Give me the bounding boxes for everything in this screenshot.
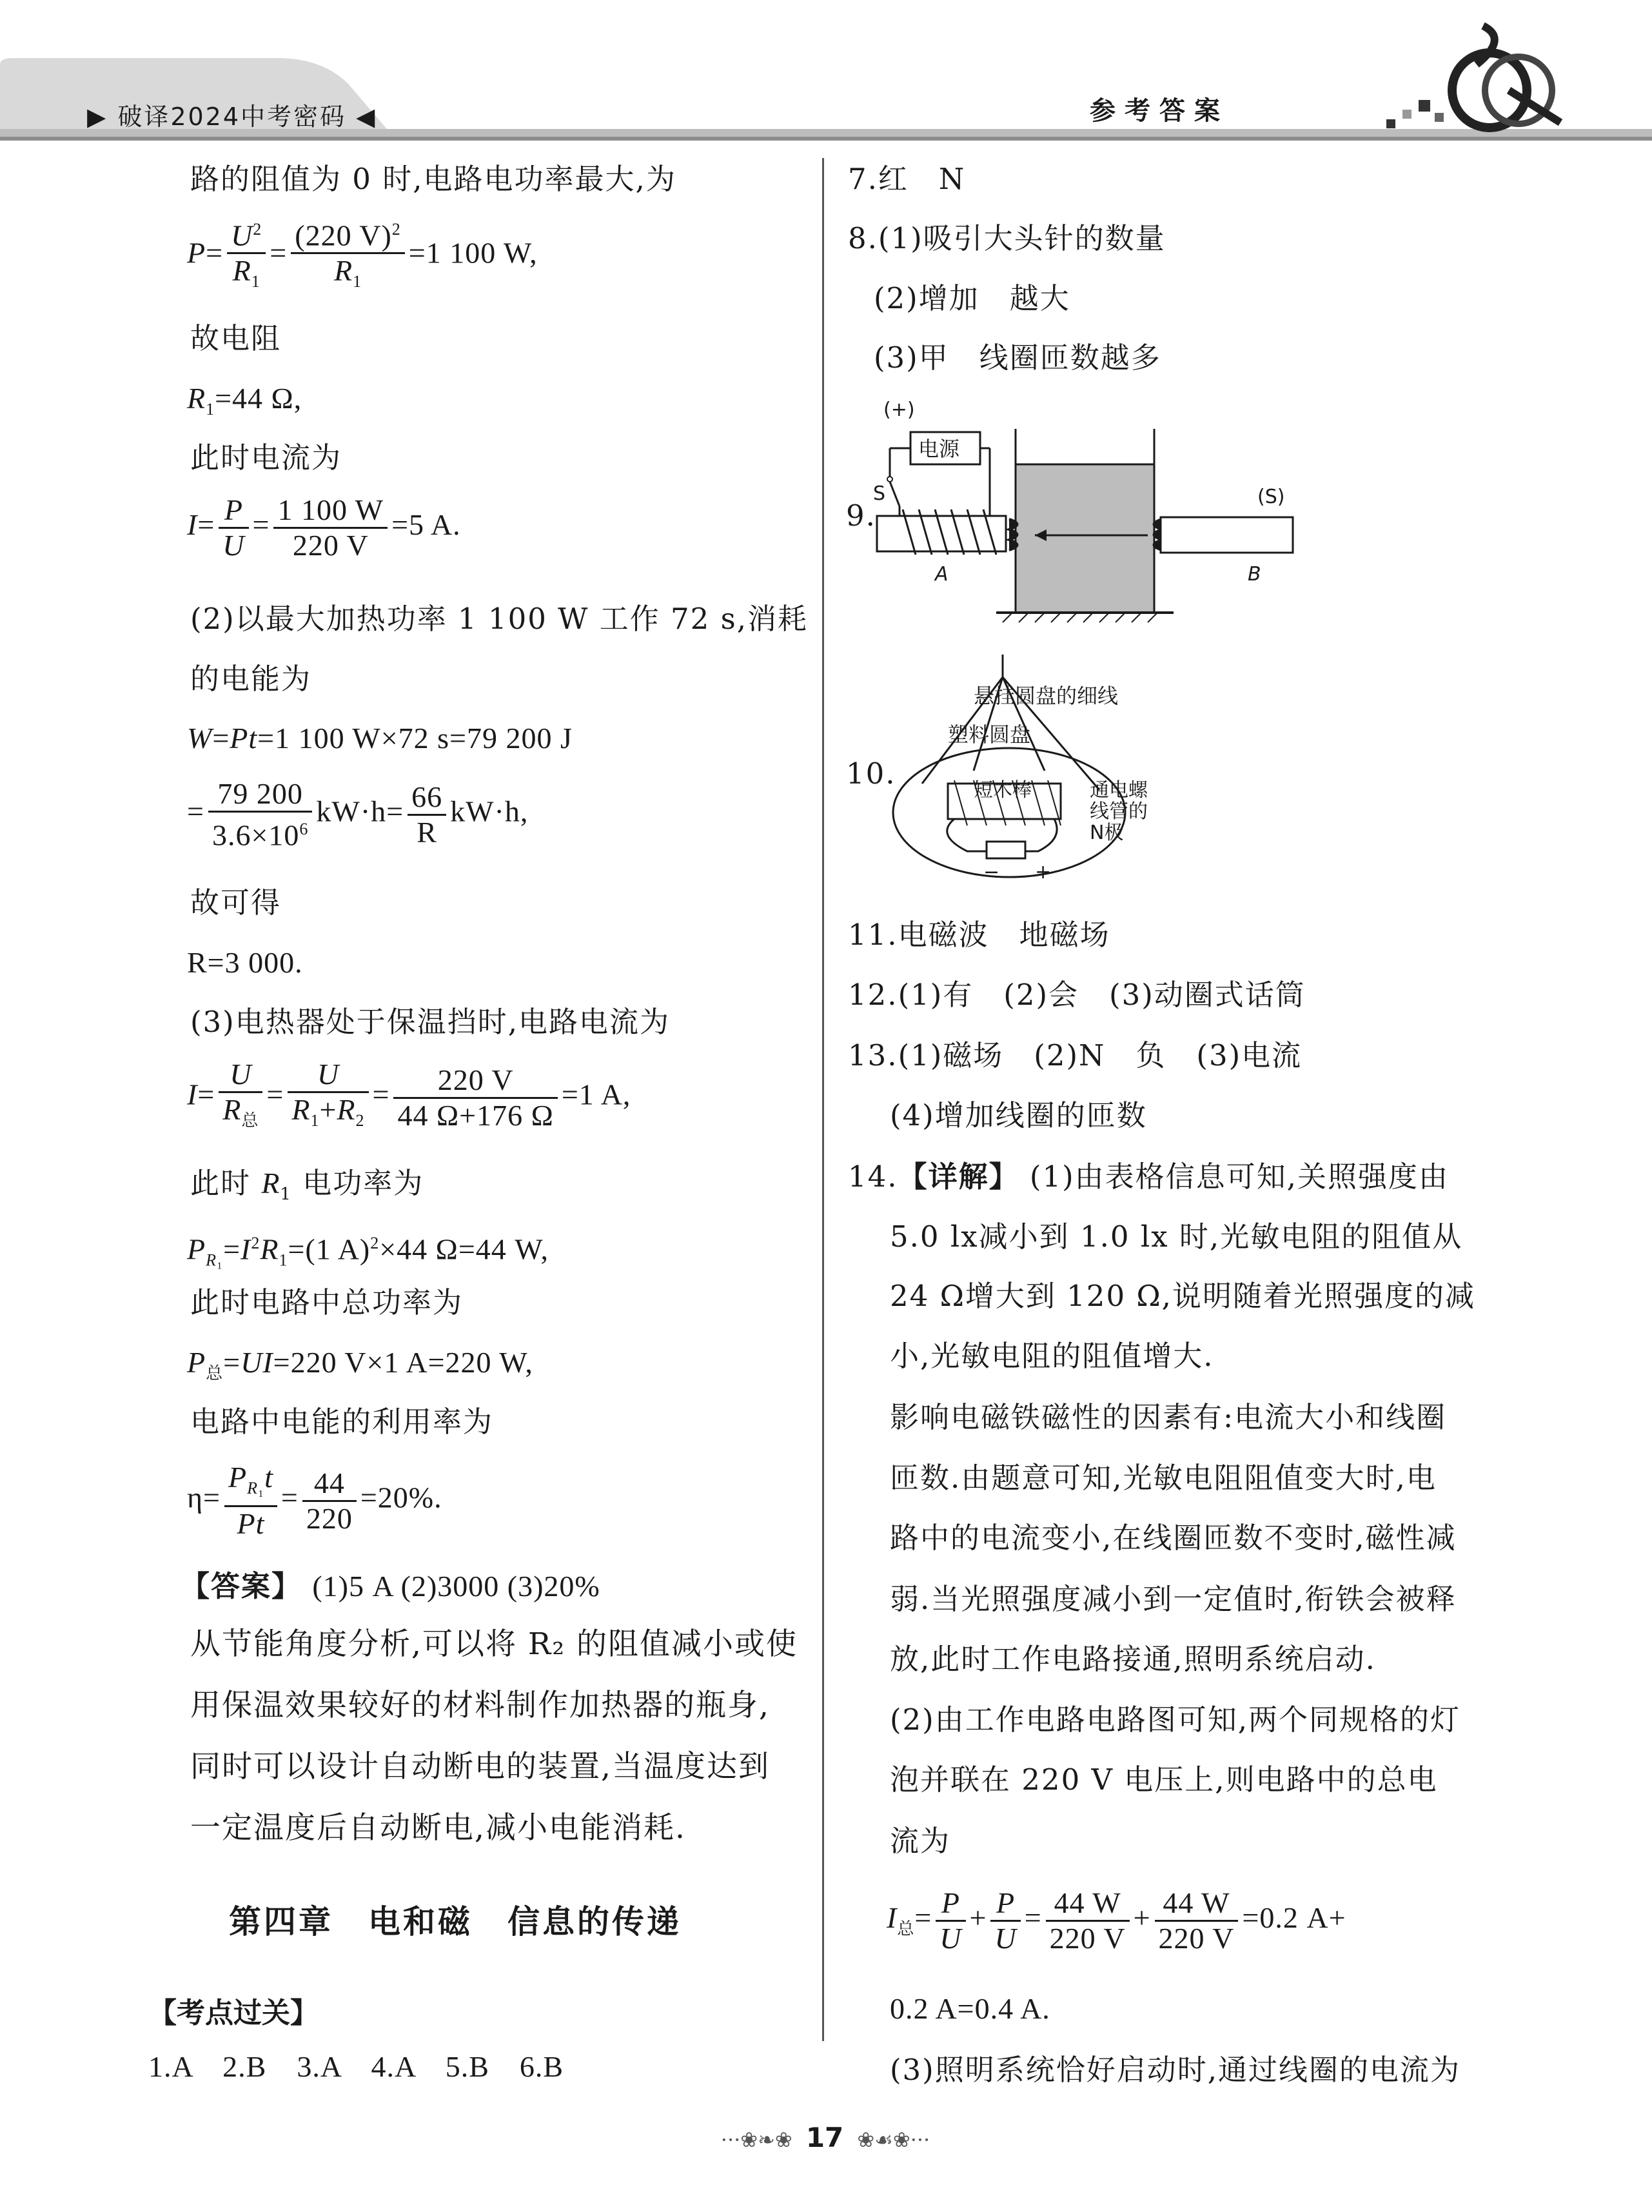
diagram-9 (864, 393, 1309, 626)
answer-14-r9: 放,此时工作电路接通,照明系统启动. (890, 1642, 1376, 1676)
corner-logo-icon (1386, 26, 1560, 128)
left-line-5: 此时电流为 (190, 440, 342, 475)
answer-14-r15: (3)照明系统恰好启动时,通过线圈的电流为 (890, 2053, 1461, 2087)
diagram9-label-s: (S) (1257, 486, 1285, 508)
formula-p-total: $P_总=UI=220$ V×1 A=220 W, (187, 1346, 533, 1383)
answer-14-r6: 匝数.由题意可知,光敏电阻阻值变大时,电 (890, 1461, 1437, 1495)
footer-ornament-left-icon: ···❀❧❀ (720, 2128, 792, 2152)
answer-14-r11: 泡并联在 220 V 电压上,则电路中的总电 (890, 1763, 1438, 1797)
answer-8c: (3)甲 线圈匝数越多 (874, 341, 1161, 375)
left-line-13: (3)电热器处于保温挡时,电路电流为 (190, 1005, 671, 1039)
kaodian-tag: 【考点过关】 (148, 1997, 319, 2029)
formula-total-current: $I_总=$ $\frac{P}{U}$ + $\frac{P}{U}$ = $\frac{44 W}{220 V}$ + $\frac{44 W}{220 V}$ =0.2 A+ (887, 1886, 1346, 1955)
left-line-16: 此时电路中总功率为 (190, 1285, 464, 1319)
header-section-title: 参考答案 (1090, 96, 1229, 126)
left-line-15: 此时 $R_1$ 电功率为 (190, 1166, 424, 1204)
left-para-1: 从节能角度分析,可以将 R₂ 的阻值减小或使 (190, 1626, 798, 1662)
formula-pr1: $P_{R_1}=I^2R_1=(1$ A)$^2$×44 Ω=44 W, (187, 1232, 549, 1270)
mc-answers: 1.A 2.B 3.A 4.A 5.B 6.B (148, 2050, 564, 2083)
answer-14-r10: (2)由工作电路电路图可知,两个同规格的灯 (890, 1703, 1461, 1737)
chapter-title: 第四章 电和磁 信息的传递 (229, 1903, 682, 1940)
left-line-3: 故电阻 (190, 321, 282, 355)
answer-14-r12: 流为 (890, 1824, 951, 1858)
diagram9-label-b: B (1248, 563, 1261, 586)
left-para-2: 用保温效果较好的材料制作加热器的瓶身, (190, 1688, 770, 1723)
left-para-3: 同时可以设计自动断电的装置,当温度达到 (190, 1749, 770, 1784)
answer-14-r3: 24 Ω增大到 120 Ω,说明随着光照强度的减 (890, 1279, 1475, 1313)
formula-r1: $R_1=44$ Ω, (187, 382, 302, 419)
answer-13b: (4)增加线圈的匝数 (890, 1098, 1147, 1132)
formula-efficiency: η= $\frac{P_{R_1}t}{Pt}$ = $\frac{44}{220}$ =20%. (187, 1461, 442, 1541)
answer-14-r14: 0.2 A=0.4 A. (890, 1992, 1050, 2025)
left-para-4: 一定温度后自动断电,减小电能消耗. (190, 1810, 686, 1846)
diagram10-npole-2: 线管的 (1090, 800, 1148, 823)
answer-8: 8.(1)吸引大头针的数量 (848, 221, 1166, 255)
left-line-7: (2)以最大加热功率 1 100 W 工作 72 s,消耗 (190, 602, 809, 636)
left-line-1: 路的阻值为 0 时,电路电功率最大,为 (190, 162, 676, 196)
left-line-8: 的电能为 (190, 662, 312, 696)
left-line-11: 故可得 (190, 885, 282, 920)
answer-13: 13.(1)磁场 (2)N 负 (3)电流 (848, 1038, 1303, 1072)
answer-8b: (2)增加 越大 (874, 281, 1070, 315)
formula-energy: W=Pt=1 100 W×72 s=79 200 J (187, 722, 573, 755)
diagram10-rod: 短木棒 (974, 779, 1032, 802)
diagram9-label-a: A (935, 563, 949, 586)
answer-11: 11.电磁波 地磁场 (848, 918, 1110, 952)
answer-9-num: 9. (846, 499, 876, 533)
header-series-title: ▶ 破译2024中考密码 ◀ (87, 103, 377, 131)
diagram-10 (877, 651, 1186, 890)
left-line-18: 电路中电能的利用率为 (190, 1405, 494, 1439)
left-line-12: R=3 000. (187, 946, 303, 979)
footer-ornament-right-icon: ❀☙❀··· (857, 2128, 930, 2152)
diagram10-minus: − (983, 861, 1000, 884)
diagram10-thread: 悬挂圆盘的细线 (974, 684, 1119, 708)
diagram10-disk: 塑料圆盘 (948, 722, 1031, 747)
answer-12: 12.(1)有 (2)会 (3)动圈式话筒 (848, 978, 1306, 1012)
diagram10-npole-1: 通电螺 (1090, 779, 1148, 802)
answer-14-r4: 小,光敏电阻的阻值增大. (890, 1339, 1214, 1373)
footer (619, 2122, 1032, 2167)
answer-10-num: 10. (846, 756, 896, 791)
answer-14-head: 14.【详解】 (1)由表格信息可知,关照强度由 (848, 1160, 1449, 1194)
diagram9-plus: (+) (883, 399, 915, 421)
answer-line: 【答案】 (1)5 A (2)3000 (3)20% (181, 1569, 600, 1603)
formula-keep-warm-current: I= $\frac{U}{R_总}$ = $\frac{U}{R_1+R_2}$ = $\frac{220 V}{44 \Omega+176 \Omega}$ =1 A, (187, 1058, 631, 1132)
formula-power-max: P= $\frac{U^2}{R_1}$ = $\frac{(220 V)^2}{R_1}$ =1 100 W, (187, 213, 538, 299)
diagram9-source: 电源 (918, 437, 960, 461)
column-divider (822, 158, 824, 2041)
answer-7: 7.红 N (848, 162, 966, 196)
diagram10-plus: + (1035, 861, 1052, 884)
formula-energy-kwh: = $\frac{79 200}{3.6\times 10^6}$ kW·h= $\frac{66}{R}$ kW·h, (187, 777, 529, 852)
answer-14-r7: 路中的电流变小,在线圈匝数不变时,磁性减 (890, 1521, 1457, 1555)
answer-14-r5: 影响电磁铁磁性的因素有:电流大小和线圈 (890, 1400, 1447, 1434)
page-number: 17 (805, 2122, 844, 2153)
diagram9-switch: S (873, 482, 886, 505)
formula-current: I= $\frac{P}{U}$ = $\frac{1 100 W}{220 V}$ =5 A. (187, 493, 461, 562)
answer-14-r8: 弱.当光照强度减小到一定值时,衔铁会被释 (890, 1582, 1457, 1616)
diagram10-npole-3: N极 (1090, 822, 1124, 844)
answer-14-r2: 5.0 lx减小到 1.0 lx 时,光敏电阻的阻值从 (890, 1220, 1463, 1254)
